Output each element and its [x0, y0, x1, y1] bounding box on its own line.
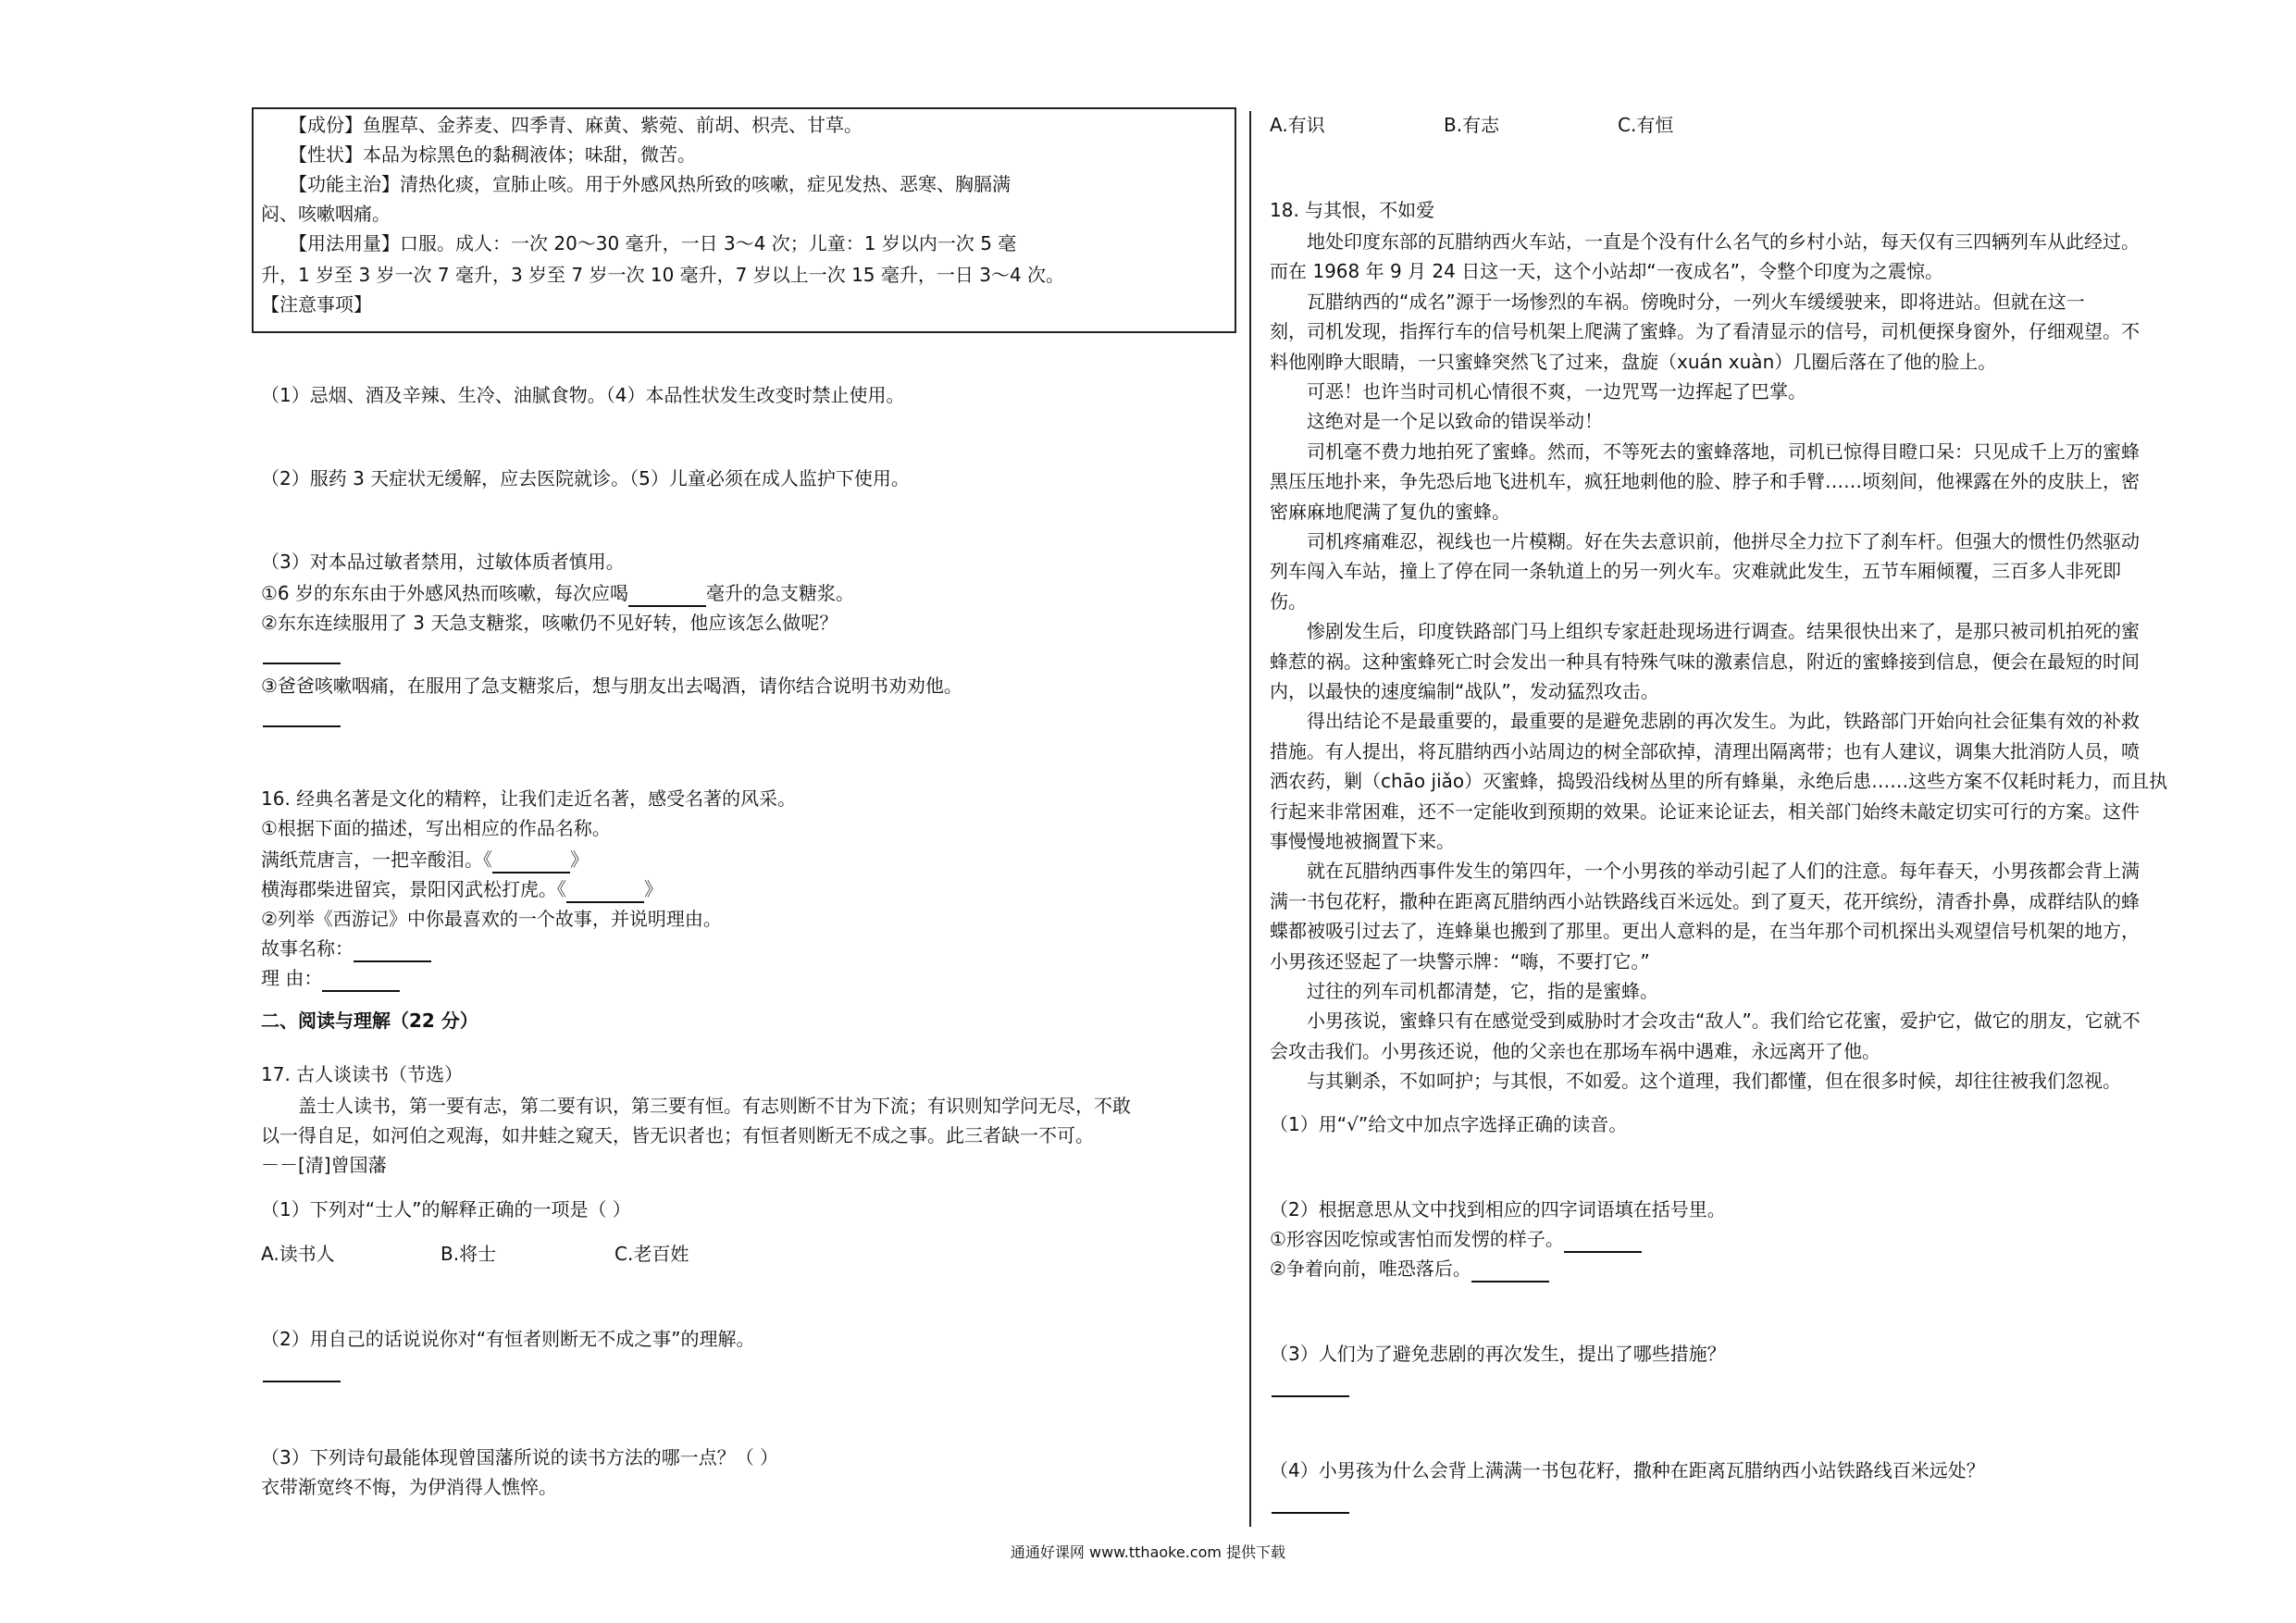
- passage-line: 过往的列车司机都清楚，它，指的是蜜蜂。: [1270, 980, 1658, 1002]
- answer-blank[interactable]: [1272, 1492, 1349, 1514]
- q17-author: －－[清]曾国藩: [261, 1154, 387, 1176]
- q16-1: ①根据下面的描述，写出相应的作品名称。: [261, 817, 611, 839]
- note-3: （3）对本品过敏者禁用，过敏体质者慎用。: [261, 551, 625, 573]
- passage-line: 列车闯入车站，撞上了停在同一条轨道上的另一列火车。灾难就此发生，五节车厢倾覆，三百多人非死即: [1270, 560, 2121, 583]
- answer-blank[interactable]: [263, 642, 341, 664]
- answer-blank[interactable]: [492, 851, 570, 873]
- q17-3-poem: 衣带渐宽终不悔，为伊消得人憔悴。: [261, 1476, 557, 1498]
- column-divider: [1249, 111, 1251, 1527]
- passage-line: 司机毫不费力地拍死了蜜蜂。然而，不等死去的蜜蜂落地，司机已惊得目瞪口呆：只见成千上万的蜜蜂: [1270, 440, 2140, 463]
- q17-3-option-c: C.有恒: [1618, 114, 1674, 136]
- box-line: 升，1 岁至 3 岁一次 7 毫升，3 岁至 7 岁一次 10 毫升，7 岁以上一次 15 毫升，一日 3～4 次。: [261, 264, 1065, 286]
- q17-3-option-a: A.有识: [1270, 114, 1325, 136]
- passage-line: 而在 1968 年 9 月 24 日这一天，这个小站却“一夜成名”，令整个印度为之震惊。: [1270, 260, 1943, 283]
- q15-2: ②东东连续服用了 3 天急支糖浆，咳嗽仍不见好转，他应该怎么做呢？: [261, 612, 838, 634]
- q17-3: （3）下列诗句最能体现曾国藩所说的读书方法的哪一点？（ ）: [261, 1446, 779, 1468]
- q17-text-1: 盖士人读书，第一要有志，第二要有识，第三要有恒。有志则断不甘为下流；有识则知学问无尽，不敢: [261, 1095, 1131, 1117]
- q17-1-option-a: A.读书人: [261, 1243, 335, 1265]
- q18-2a: [1270, 1225, 1642, 1253]
- medicine-instructions-box: [252, 107, 1236, 333]
- q16-story: [261, 935, 431, 962]
- q16-reason-label: 理 由：: [261, 967, 323, 989]
- q16-close: 》: [570, 849, 589, 871]
- answer-blank[interactable]: [1471, 1260, 1549, 1282]
- q16-b-text: 横海郡柴进留宾，景阳冈武松打虎。《: [261, 878, 566, 900]
- q18-4: （4）小男孩为什么会背上满满一书包花籽，撒种在距离瓦腊纳西小站铁路线百米远处？: [1270, 1459, 1985, 1481]
- passage-line: 伤。: [1270, 589, 1307, 613]
- note-1: （1）忌烟、酒及辛辣、生冷、油腻食物。（4）本品性状发生改变时禁止使用。: [261, 384, 905, 406]
- q18-2: （2）根据意思从文中找到相应的四字词语填在括号里。: [1270, 1198, 1726, 1220]
- passage-line: 就在瓦腊纳西事件发生的第四年，一个小男孩的举动引起了人们的注意。每年春天，小男孩都会背上满: [1270, 860, 2140, 883]
- passage-line: 可恶！也许当时司机心情很不爽，一边咒骂一边挥起了巴掌。: [1270, 380, 1806, 403]
- passage-line: 会攻击我们。小男孩还说，他的父亲也在那场车祸中遇难，永远离开了他。: [1270, 1039, 1880, 1062]
- passage-line: 与其剿杀，不如呵护；与其恨，不如爱。这个道理，我们都懂，但在很多时候，却往往被我们忽视。: [1270, 1070, 2121, 1093]
- passage-line: 措施。有人提出，将瓦腊纳西小站周边的树全部砍掉，清理出隔离带；也有人建议，调集大批消防人员，喷: [1270, 739, 2140, 762]
- section-2-heading: 二、阅读与理解（22 分）: [261, 1010, 478, 1032]
- q16-2: ②列举《西游记》中你最喜欢的一个故事，并说明理由。: [261, 908, 722, 930]
- answer-blank[interactable]: [1272, 1375, 1349, 1397]
- answer-blank[interactable]: [1564, 1231, 1642, 1253]
- passage-line: 地处印度东部的瓦腊纳西火车站，一直是个没有什么名气的乡村小站，每天仅有三四辆列车从此经过。: [1270, 230, 2140, 253]
- q17-2: （2）用自己的话说说你对“有恒者则断无不成之事”的理解。: [261, 1328, 755, 1350]
- passage-line: 刻，司机发现，指挥行车的信号机架上爬满了蜜蜂。为了看清显示的信号，司机便探身窗外，仔细观望。不: [1270, 320, 2140, 343]
- passage-line: 小男孩还竖起了一块警示牌：“嗨，不要打它。”: [1270, 949, 1650, 973]
- answer-blank[interactable]: [322, 970, 400, 992]
- answer-blank[interactable]: [566, 881, 644, 903]
- box-line: 闷、咳嗽咽痛。: [261, 203, 391, 225]
- box-line: 【成份】鱼腥草、金荞麦、四季青、麻黄、紫菀、前胡、枳壳、甘草。: [261, 114, 863, 136]
- q16-b: [261, 875, 663, 903]
- passage-line: 司机疼痛难忍，视线也一片模糊。好在失去意识前，他拼尽全力拉下了刹车杆。但强大的惯性仍然驱动: [1270, 530, 2140, 552]
- answer-blank[interactable]: [628, 585, 706, 607]
- q15-1-suffix: 毫升的急支糖浆。: [706, 582, 855, 604]
- passage-line: 洒农药，剿（chāo jiǎo）灭蜜蜂，捣毁沿线树丛里的所有蜂巢，永绝后患……这些方案不仅耗时耗力，而且执: [1270, 770, 2168, 793]
- passage-line: 这绝对是一个足以致命的错误举动！: [1270, 410, 1603, 433]
- passage-line: 黑压压地扑来，争先恐后地飞进机车，疯狂地刺他的脸、脖子和手臂……顷刻间，他裸露在外的皮肤上，密: [1270, 470, 2140, 493]
- q17-1-option-c: C.老百姓: [614, 1243, 689, 1265]
- passage-line: 行起来非常困难，还不一定能收到预期的效果。论证来论证去，相关部门始终未敲定切实可行的方案。这件: [1270, 799, 2140, 823]
- q18-2b: [1270, 1255, 1549, 1282]
- q16-title: 16. 经典名著是文化的精粹，让我们走近名著，感受名著的风采。: [261, 787, 797, 810]
- passage-line: 内，以最快的速度编制“战队”，发动猛烈攻击。: [1270, 680, 1659, 702]
- q17-3-option-b: B.有志: [1444, 114, 1500, 136]
- passage-line: 料他刚睁大眼睛，一只蜜蜂突然飞了过来，盘旋（xuán xuàn）几圈后落在了他的脸上。: [1270, 350, 1997, 373]
- answer-blank[interactable]: [263, 1360, 341, 1382]
- q18-2a-text: ①形容因吃惊或害怕而发愣的样子。: [1270, 1228, 1564, 1250]
- passage-line: 蜂惹的祸。这种蜜蜂死亡时会发出一种具有特殊气味的激素信息，附近的蜜蜂接到信息，便会在最短的时间: [1270, 650, 2140, 673]
- footer: 通通好课网 www.tthaoke.com 提供下载: [1010, 1543, 1286, 1561]
- box-line: 【注意事项】: [261, 293, 372, 316]
- box-line: 【性状】本品为棕黑色的黏稠液体；味甜，微苦。: [261, 143, 696, 166]
- q18-1: （1）用“√”给文中加点字选择正确的读音。: [1270, 1113, 1628, 1135]
- q18-title: 18. 与其恨，不如爱: [1270, 199, 1435, 221]
- passage-line: 满一书包花籽，撒种在距离瓦腊纳西小站铁路线百米远处。到了夏天，花开缤纷，清香扑鼻，成群结队的蜂: [1270, 889, 2140, 912]
- answer-blank[interactable]: [263, 705, 341, 727]
- passage-line: 小男孩说，蜜蜂只有在感觉受到威胁时才会攻击“敌人”。我们给它花蜜，爱护它，做它的朋友，它就不: [1270, 1010, 2141, 1033]
- passage-line: 得出结论不是最重要的，最重要的是避免悲剧的再次发生。为此，铁路部门开始向社会征集有效的补救: [1270, 710, 2140, 733]
- box-line: 【用法用量】口服。成人：一次 20～30 毫升，一日 3～4 次；儿童：1 岁以内一次 5 毫: [261, 232, 1017, 254]
- passage-line: 惨剧发生后，印度铁路部门马上组织专家赶赴现场进行调查。结果很快出来了，是那只被司机拍死的蜜: [1270, 620, 2140, 643]
- q17-title: 17. 古人谈读书（节选）: [261, 1063, 464, 1085]
- q16-a: [261, 846, 589, 873]
- q18-3: （3）人们为了避免悲剧的再次发生，提出了哪些措施？: [1270, 1343, 1726, 1365]
- q17-1: （1）下列对“士人”的解释正确的一项是（ ）: [261, 1198, 631, 1220]
- passage-line: 瓦腊纳西的“成名”源于一场惨烈的车祸。傍晚时分，一列火车缓缓驶来，即将进站。但就在这一: [1270, 290, 2085, 313]
- q16-a-text: 满纸荒唐言，一把辛酸泪。《: [261, 849, 492, 871]
- passage-line: 密麻麻地爬满了复仇的蜜蜂。: [1270, 500, 1510, 523]
- q18-2b-text: ②争着向前，唯恐落后。: [1270, 1258, 1471, 1280]
- q16-reason: [261, 964, 400, 992]
- q15-1: [261, 579, 854, 607]
- passage-line: 事慢慢地被搁置下来。: [1270, 830, 1455, 852]
- q17-text-2: 以一得自足，如河伯之观海，如井蛙之窥天，皆无识者也；有恒者则断无不成之事。此三者缺一不可。: [261, 1124, 1094, 1146]
- q15-3: ③爸爸咳嗽咽痛，在服用了急支糖浆后，想与朋友出去喝酒，请你结合说明书劝劝他。: [261, 675, 962, 697]
- q15-1-text: ①6 岁的东东由于外感风热而咳嗽，每次应喝: [261, 582, 629, 604]
- q16-story-label: 故事名称：: [261, 937, 354, 960]
- q17-1-option-b: B.将士: [441, 1243, 497, 1265]
- box-line: 【功能主治】清热化痰，宣肺止咳。用于外感风热所致的咳嗽，症见发热、恶寒、胸膈满: [261, 173, 1011, 195]
- q16-close: 》: [644, 878, 663, 900]
- note-2: （2）服药 3 天症状无缓解，应去医院就诊。（5）儿童必须在成人监护下使用。: [261, 467, 910, 489]
- answer-blank[interactable]: [354, 940, 431, 962]
- passage-line: 蝶都被吸引过去了，连蜂巢也搬到了那里。更出人意料的是，在当年那个司机探出头观望信号机架的地方，: [1270, 920, 2140, 943]
